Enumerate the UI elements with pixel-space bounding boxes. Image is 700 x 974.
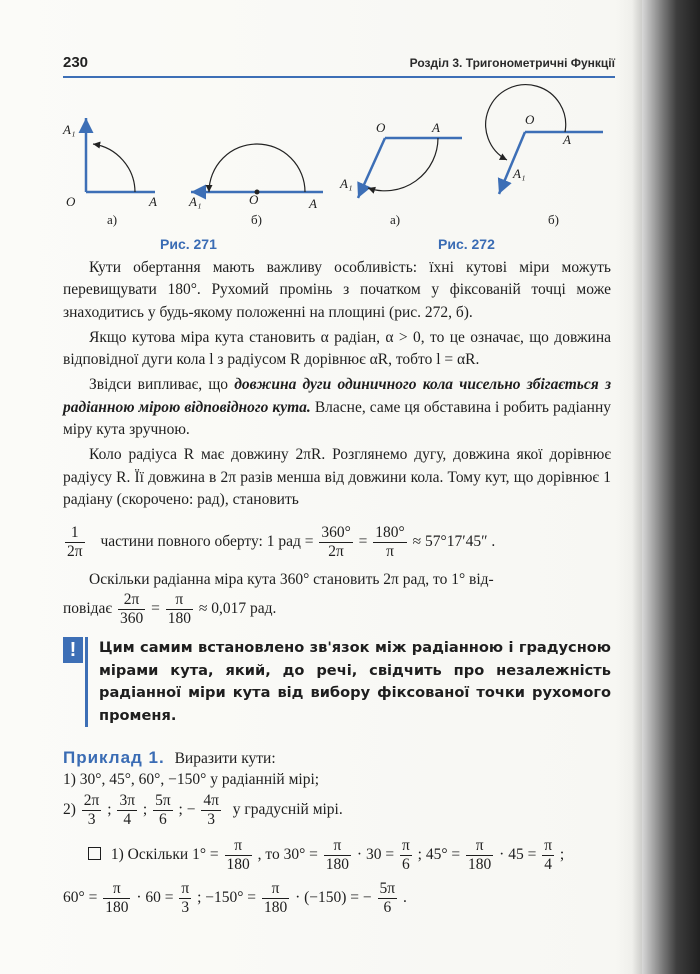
paragraph-5: Оскільки радіанна міра кута 360° становить 2π рад, то 1° від- <box>89 571 494 588</box>
paragraph-3-end: Власне, саме ця обставина і робить радіанну міру кута зручною. <box>63 398 611 439</box>
label-A: A <box>309 196 317 211</box>
label-A: A <box>563 132 571 147</box>
paragraph-2: Якщо кутова міра кута становить α радіан, α > 0, то це означає, що довжина відповідної дуги кола l з радіусом R дорівнює αR, тобто l = αR. <box>63 328 611 369</box>
header-rule <box>63 76 615 78</box>
fraction-1-over-2pi: $\frac{1}{2\pi}$ <box>67 524 83 560</box>
sublabel-b: б) <box>251 212 262 227</box>
label-O: O <box>376 120 386 135</box>
figure-271a-drawing <box>63 112 183 222</box>
label-A: A <box>432 120 440 135</box>
fraction-180-over-pi: $\frac{180^\circ}{\pi}$ <box>375 524 405 560</box>
example-task: Виразити кути: <box>174 750 276 767</box>
sublabel-b: б) <box>548 212 559 227</box>
label-O: O <box>249 192 259 207</box>
example-item-1: 1) 30°, 45°, 60°, −150° у радіанній мірі; <box>63 771 320 788</box>
rotation-arc <box>368 138 438 191</box>
label-A1: A₁ <box>189 194 202 209</box>
sublabel-a: а) <box>107 212 118 227</box>
label-A1: A₁ <box>513 166 526 181</box>
paragraph-3-start: Звідси випливає, що <box>89 376 229 394</box>
radian-formula: $\frac{1}{2\pi}$ частини повного оберту: 1 рад = $\frac{360^\circ}{2\pi}$ = $\frac{180^\circ}{\pi}$ ≈ 57°17′45″ . <box>67 524 496 560</box>
figure-272b <box>485 98 610 233</box>
degree-formula: повідає $\frac{2\pi}{360}$ = $\frac{\pi}{180}$ ≈ 0,017 рад. <box>63 591 277 627</box>
solution-box-icon <box>88 847 101 860</box>
example-title: Приклад 1. <box>63 748 165 767</box>
example-heading <box>63 748 276 768</box>
label-O: O <box>525 112 535 127</box>
chapter-title: Розділ 3. Тригонометричні Функції <box>409 56 615 70</box>
page-number: 230 <box>63 54 89 71</box>
main-text <box>63 257 611 511</box>
rotation-arc <box>93 144 135 192</box>
fraction-2pi-over-360: $\frac{2\pi}{360}$ <box>119 591 144 627</box>
label-A1: A₁ <box>340 176 353 191</box>
paragraph-4: Коло радіуса R має довжину 2πR. Розглянемо дугу, довжина якої дорівнює радіусу R. Її довжина в 2π разів менша від довжини кола. Тому кут, що дорівнює 1 радіану (скорочено: рад), становить <box>63 446 611 508</box>
figure-272a <box>340 120 470 235</box>
figure-271a <box>63 112 183 227</box>
book-spine <box>642 0 700 974</box>
rotation-arc <box>209 144 305 192</box>
example-item-2: 2) $\frac{2\pi}{3}$ ; $\frac{3\pi}{4}$ ; $\frac{5\pi}{6}$ ; − $\frac{4\pi}{3}$ у градусній мірі. <box>63 792 343 828</box>
caption-272: Рис. 272 <box>438 236 495 252</box>
note-text: Цим самим встановлено зв'язок між радіанною і градусною мірами кута, який, до речі, свідчить про незалежність радіанної міри кута від вибору фіксованої точки рухомого променя. <box>99 639 611 724</box>
fraction-360-over-2pi: $\frac{360^\circ}{2\pi}$ <box>321 524 351 560</box>
label-A: A <box>149 194 157 209</box>
paragraph-3 <box>63 374 611 441</box>
key-statement: довжина дуги одиничного кола чисельно збігається з радіанною мірою відповідного кута. <box>63 376 612 416</box>
page-shadow <box>632 0 642 974</box>
figure-271b <box>183 132 333 232</box>
sublabel-a: а) <box>390 212 401 227</box>
label-A1: A₁ <box>63 122 76 137</box>
solution-line-2: 60° = $\frac{\pi}{180}$ · 60 = $\frac{\pi}{3}$ ; −150° = $\frac{\pi}{180}$ · (−150) = − $\frac{5\pi}{6}$ . <box>63 880 407 916</box>
paragraph-1: Кути обертання мають важливу особливість: їхні кутові міри можуть перевищувати 180°. Рухомий промінь з початком у фіксованій точці може знаходитись у будь-якому положенні на площині (рис. 272, б). <box>63 259 611 321</box>
exclamation-icon: ! <box>63 637 83 663</box>
ray-OA1 <box>499 132 525 194</box>
important-note <box>63 637 613 727</box>
figure-272a-drawing <box>340 120 470 235</box>
page-header <box>63 52 615 78</box>
solution-line-1: 1) Оскільки 1° = $\frac{\pi}{180}$ , то 30° = $\frac{\pi}{180}$ · 30 = $\frac{\pi}{6}$ ; 45° = $\frac{\pi}{180}$ · 45 = $\frac{\pi}{4}$ ; <box>88 837 564 874</box>
caption-271: Рис. 271 <box>160 236 217 252</box>
label-O: O <box>66 194 76 209</box>
note-bar <box>85 637 88 727</box>
paragraph-5-block <box>63 569 611 591</box>
fraction-pi-over-180: $\frac{\pi}{180}$ <box>167 591 191 627</box>
